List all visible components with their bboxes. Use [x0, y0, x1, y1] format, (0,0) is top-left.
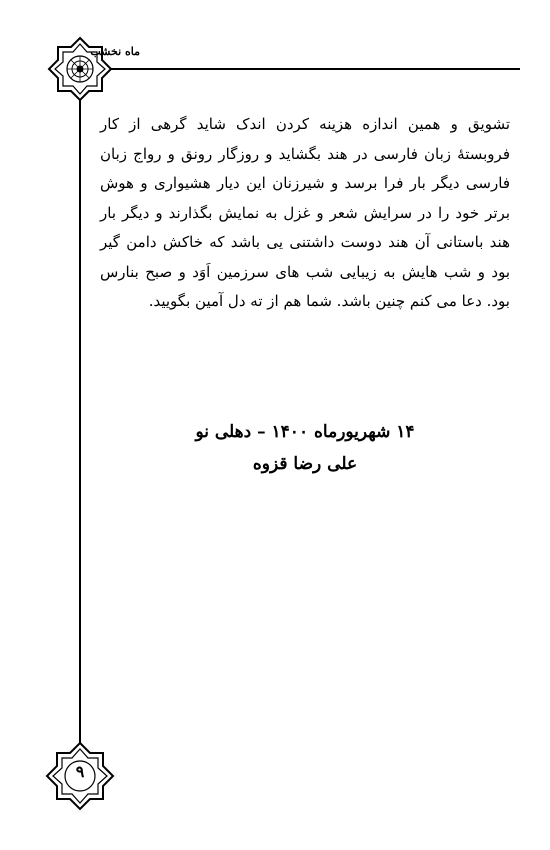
header-rule [80, 68, 520, 70]
page-number: ۹ [75, 762, 85, 781]
running-header-title: ماه نخشب [90, 45, 140, 58]
body-paragraph: تشویق و همین اندازه هزینه کردن اندک شاید گرهی از کار فروبستهٔ زبان فارسی در هند بگشاید و روزگار رونق و رواج زبان فارسی دیگر بار فرا برسد و شیرزنان این دیار هشیواری و هوش برتر خود را در سرایش شعر و غزل به نمایش بگذارند و دیگر بار هند باستانی آن هند دوست داشتنی یی باشد که خاکش دامن گیر بود و شب هایش به زیبایی شب های سرزمین اَوَد و صبح بنارس بود. دعا می کنم چنین باشد. شما هم از ته دل آمین بگویید. [100, 115, 510, 310]
margin-rule [79, 70, 81, 800]
signature-author: علی رضا قزوه [252, 454, 358, 474]
signature-date-place: ۱۴ شهریورماه ۱۴۰۰ – دهلی نو [195, 422, 415, 442]
